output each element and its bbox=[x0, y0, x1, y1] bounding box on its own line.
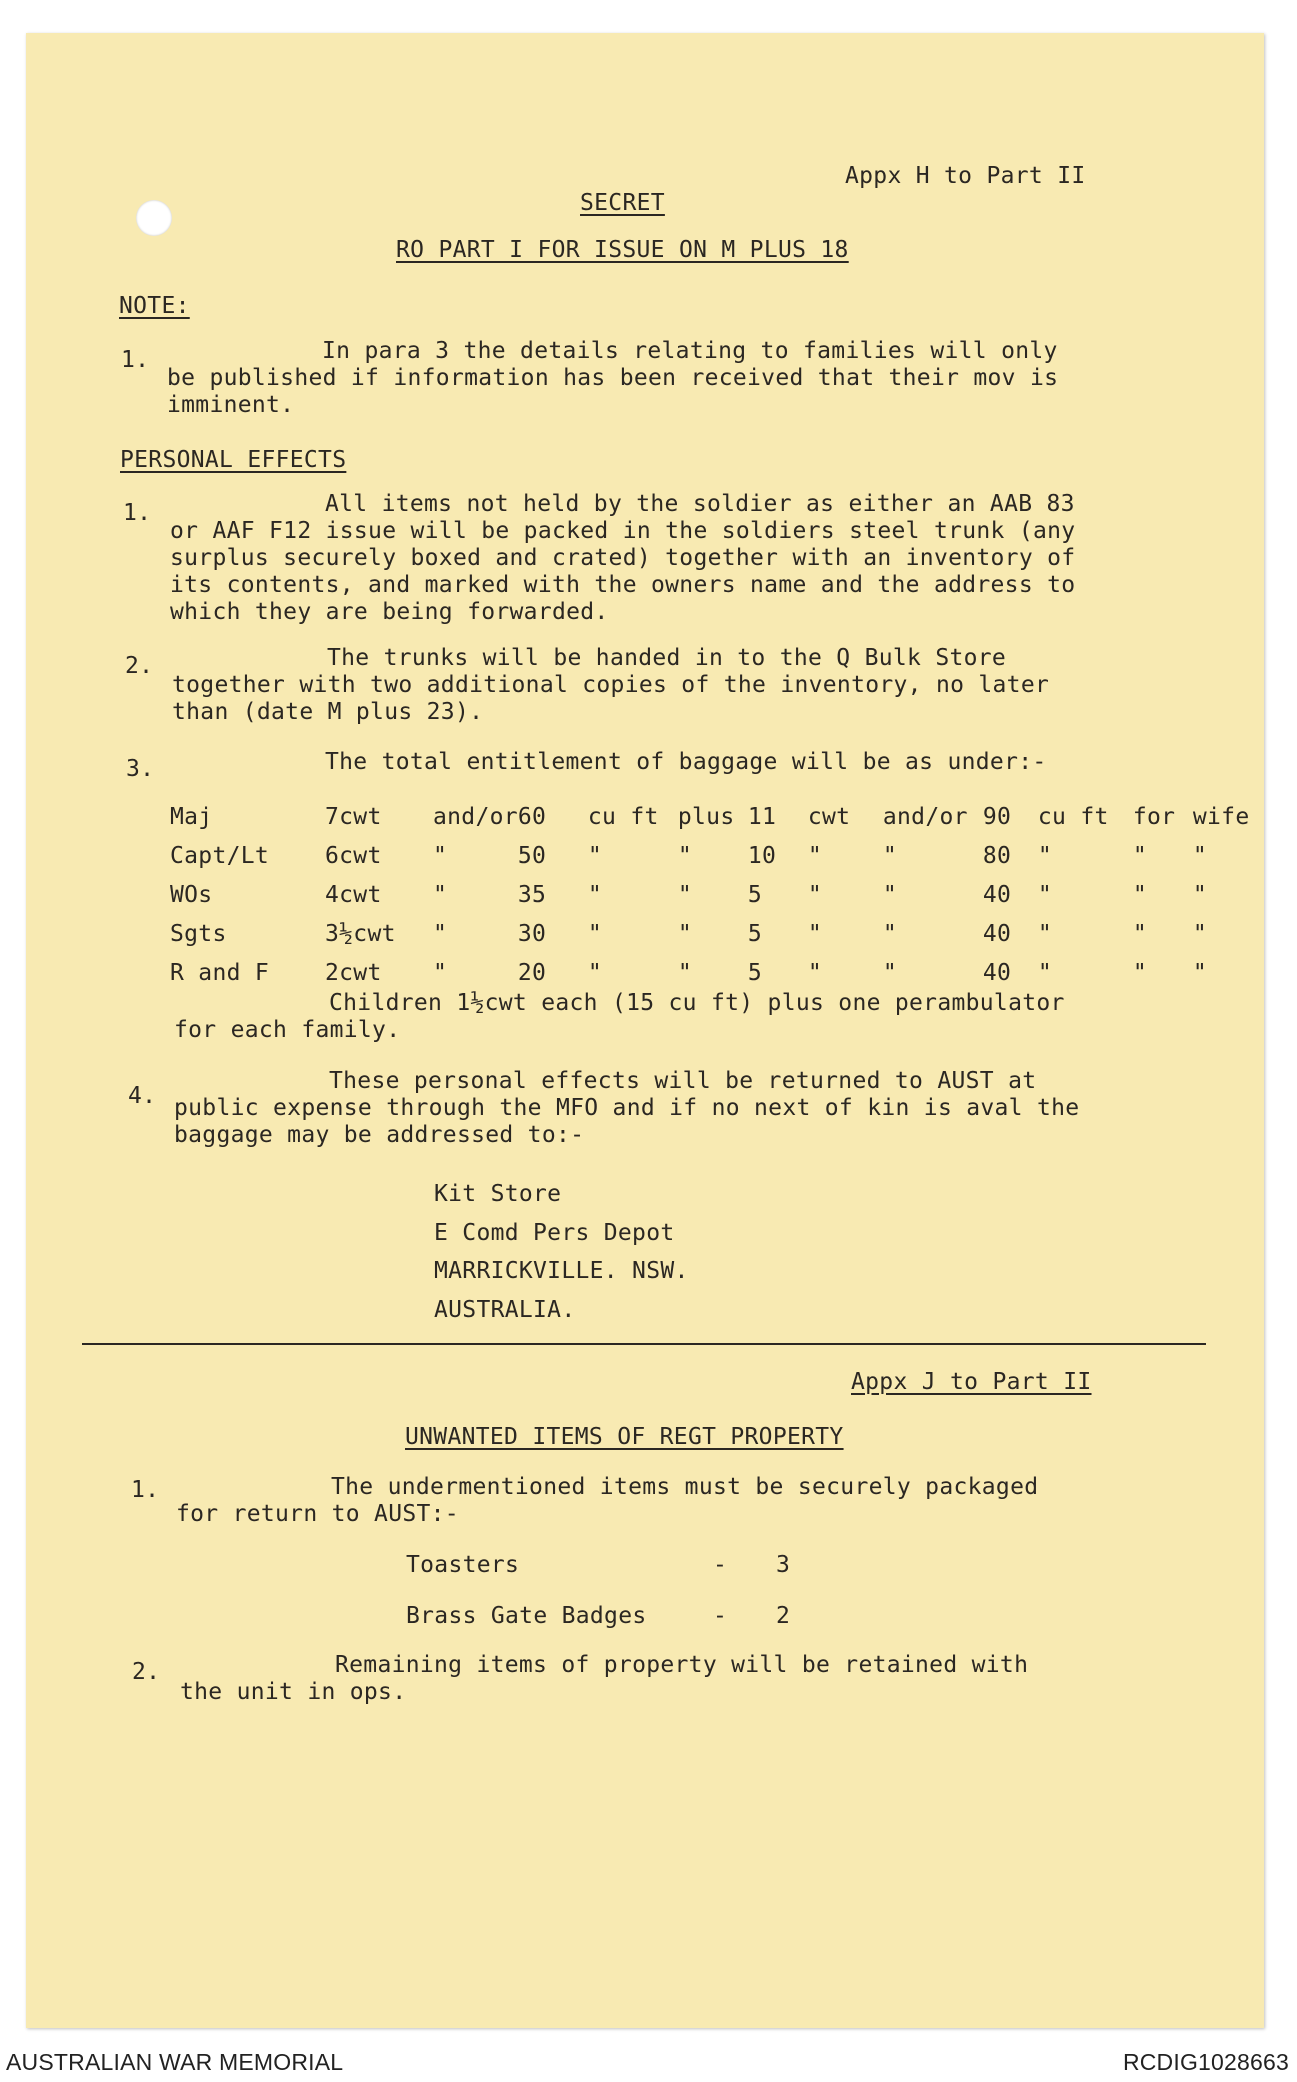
entitlement-cell: cu ft bbox=[1037, 803, 1109, 830]
footer-catalogue-id: RCDIG1028663 bbox=[1122, 2049, 1289, 2075]
entitlement-cell: 90 bbox=[982, 803, 1012, 830]
entitlement-cell: " bbox=[433, 842, 448, 869]
section-divider bbox=[82, 1343, 1206, 1345]
children-allowance bbox=[174, 990, 1065, 1044]
appx-j-para-1-line: The undermentioned items must be securely packaged bbox=[331, 1474, 1039, 1500]
footer-source: AUSTRALIAN WAR MEMORIAL bbox=[6, 2049, 344, 2075]
pe-para-1 bbox=[170, 491, 1075, 626]
pe-para-1-line: or AAF F12 issue will be packed in the soldiers steel trunk (any bbox=[170, 518, 1076, 544]
entitlement-cell: " bbox=[1192, 842, 1208, 869]
note-para-1-number: 1. bbox=[121, 347, 150, 373]
entitlement-cell: " bbox=[1037, 842, 1053, 869]
entitlement-cell: " bbox=[882, 881, 898, 908]
pe-para-3-number: 3. bbox=[126, 756, 155, 782]
item-name: Brass Gate Badges bbox=[406, 1603, 647, 1629]
pe-para-2-line: together with two additional copies of the inventory, no later bbox=[172, 672, 1050, 698]
entitlement-cell: 5 bbox=[747, 920, 763, 947]
personal-effects-heading: PERSONAL EFFECTS bbox=[120, 447, 347, 473]
entitlement-cell: " bbox=[587, 881, 603, 908]
pe-para-2-number: 2. bbox=[125, 653, 154, 679]
appx-j-para-2-line: Remaining items of property will be retained with bbox=[335, 1652, 1029, 1678]
unwanted-items-heading: UNWANTED ITEMS OF REGT PROPERTY bbox=[405, 1424, 844, 1450]
entitlement-cell: " bbox=[1037, 881, 1053, 908]
appx-j-para-1-number: 1. bbox=[131, 1477, 160, 1503]
note-para-1-line: be published if information has been received that their mov is bbox=[167, 365, 1059, 391]
entitlement-cell: " bbox=[677, 881, 693, 908]
baggage-row bbox=[170, 953, 1253, 992]
note-para-1 bbox=[167, 338, 1058, 419]
entitlement-cell: for bbox=[1132, 803, 1176, 830]
entitlement-cell: " bbox=[882, 959, 898, 986]
pe-para-2 bbox=[172, 645, 1049, 726]
entitlement-cell: " bbox=[587, 842, 603, 869]
entitlement-cell: " bbox=[882, 920, 898, 947]
entitlement-cell: " bbox=[1037, 959, 1053, 986]
entitlement-cell: " bbox=[1132, 920, 1148, 947]
note-para-1-line: imminent. bbox=[167, 392, 295, 418]
entitlement-cell: 6cwt bbox=[325, 842, 382, 869]
entitlement-cell: " bbox=[1132, 959, 1148, 986]
entitlement-cell: " bbox=[1132, 881, 1148, 908]
entitlement-cell: 30 bbox=[517, 920, 547, 947]
address-line: AUSTRALIA. bbox=[434, 1296, 576, 1323]
entitlement-cell: 35 bbox=[517, 881, 547, 908]
pe-para-4-number: 4. bbox=[128, 1083, 157, 1109]
entitlement-cell: " bbox=[807, 842, 823, 869]
appx-h-label: Appx H to Part II bbox=[845, 163, 1086, 189]
baggage-row bbox=[170, 875, 1253, 914]
appx-j-para-1-line: for return to AUST:- bbox=[176, 1501, 459, 1527]
entitlement-cell: 3½cwt bbox=[325, 920, 396, 947]
entitlement-cell: 40 bbox=[982, 959, 1012, 986]
entitlement-cell: " bbox=[807, 959, 823, 986]
address-line: E Comd Pers Depot bbox=[434, 1219, 675, 1246]
item-dash: - bbox=[713, 1603, 728, 1629]
pe-para-2-line: The trunks will be handed in to the Q Bulk Store bbox=[327, 645, 1007, 671]
note-heading: NOTE: bbox=[119, 293, 190, 319]
pe-para-1-line: its contents, and marked with the owners name and the address to bbox=[170, 572, 1076, 598]
entitlement-cell: 50 bbox=[517, 842, 547, 869]
entitlement-cell: " bbox=[1192, 881, 1208, 908]
entitlement-cell: " bbox=[433, 920, 448, 947]
appx-j-label: Appx J to Part II bbox=[851, 1369, 1092, 1395]
pe-para-1-number: 1. bbox=[123, 500, 152, 526]
entitlement-cell: 40 bbox=[982, 920, 1012, 947]
entitlement-cell: 11 bbox=[747, 803, 777, 830]
return-address bbox=[434, 1175, 689, 1329]
entitlement-cell: " bbox=[1037, 920, 1053, 947]
item-dash: - bbox=[713, 1552, 728, 1578]
entitlement-cell: cu ft bbox=[587, 803, 659, 830]
punch-hole bbox=[136, 200, 172, 236]
entitlement-cell: plus bbox=[677, 803, 735, 830]
entitlement-cell: 5 bbox=[747, 881, 763, 908]
address-line: Kit Store bbox=[434, 1181, 562, 1207]
entitlement-cell: and/or bbox=[882, 803, 968, 830]
document-title: RO PART I FOR ISSUE ON M PLUS 18 bbox=[396, 237, 849, 263]
pe-para-1-line: which they are being forwarded. bbox=[170, 599, 609, 625]
entitlement-cell: 2cwt bbox=[325, 959, 382, 986]
item-quantity: 2 bbox=[776, 1603, 791, 1629]
entitlement-cell: " bbox=[433, 881, 448, 908]
pe-para-4-line: baggage may be addressed to:- bbox=[174, 1122, 585, 1148]
pe-para-4 bbox=[174, 1068, 1079, 1149]
entitlement-cell: 40 bbox=[982, 881, 1012, 908]
baggage-entitlement-table bbox=[170, 797, 1253, 992]
secret-heading: SECRET bbox=[580, 190, 665, 216]
entitlement-cell: " bbox=[1192, 959, 1208, 986]
appx-j-para-2-line: the unit in ops. bbox=[180, 1679, 407, 1705]
appx-j-para-1 bbox=[176, 1474, 1038, 1528]
entitlement-cell: " bbox=[807, 881, 823, 908]
rank-cell: WOs bbox=[170, 881, 213, 908]
entitlement-cell: 60 bbox=[517, 803, 547, 830]
pe-para-4-line: These personal effects will be returned to AUST at bbox=[329, 1068, 1037, 1094]
entitlement-cell: " bbox=[1192, 920, 1208, 947]
entitlement-cell: 10 bbox=[747, 842, 777, 869]
entitlement-cell: " bbox=[882, 842, 898, 869]
entitlement-cell: 80 bbox=[982, 842, 1012, 869]
entitlement-cell: " bbox=[807, 920, 823, 947]
rank-cell: Capt/Lt bbox=[170, 842, 270, 869]
rank-cell: Sgts bbox=[170, 920, 227, 947]
children-allowance-line: Children 1½cwt each (15 cu ft) plus one perambulator bbox=[329, 990, 1065, 1016]
rank-cell: R and F bbox=[170, 959, 270, 986]
entitlement-cell: " bbox=[677, 959, 693, 986]
entitlement-cell: " bbox=[1132, 842, 1148, 869]
pe-para-3-intro: The total entitlement of baggage will be as under:- bbox=[325, 749, 1047, 775]
entitlement-cell: 7cwt bbox=[325, 803, 382, 830]
entitlement-cell: 4cwt bbox=[325, 881, 382, 908]
baggage-row bbox=[170, 914, 1253, 953]
entitlement-cell: wife bbox=[1192, 803, 1250, 830]
baggage-row bbox=[170, 797, 1253, 836]
entitlement-cell: " bbox=[677, 920, 693, 947]
baggage-row bbox=[170, 836, 1253, 875]
entitlement-cell: cwt bbox=[807, 803, 851, 830]
pe-para-1-line: surplus securely boxed and crated) together with an inventory of bbox=[170, 545, 1076, 571]
pe-para-1-line: All items not held by the soldier as either an AAB 83 bbox=[325, 491, 1075, 517]
item-quantity: 3 bbox=[776, 1552, 791, 1578]
entitlement-cell: " bbox=[677, 842, 693, 869]
entitlement-cell: " bbox=[433, 959, 448, 986]
pe-para-4-line: public expense through the MFO and if no next of kin is aval the bbox=[174, 1095, 1080, 1121]
entitlement-cell: " bbox=[587, 920, 603, 947]
entitlement-cell: 5 bbox=[747, 959, 763, 986]
entitlement-cell: 20 bbox=[517, 959, 547, 986]
entitlement-cell: " bbox=[587, 959, 603, 986]
rank-cell: Maj bbox=[170, 803, 213, 830]
children-allowance-line: for each family. bbox=[174, 1017, 401, 1043]
entitlement-cell: and/or bbox=[433, 803, 518, 830]
address-line: MARRICKVILLE. NSW. bbox=[434, 1258, 689, 1284]
appx-j-para-2 bbox=[180, 1652, 1028, 1706]
appx-j-para-2-number: 2. bbox=[132, 1659, 161, 1685]
note-para-1-line: In para 3 the details relating to families will only bbox=[322, 338, 1058, 364]
pe-para-2-line: than (date M plus 23). bbox=[172, 699, 484, 725]
item-name: Toasters bbox=[406, 1552, 520, 1578]
